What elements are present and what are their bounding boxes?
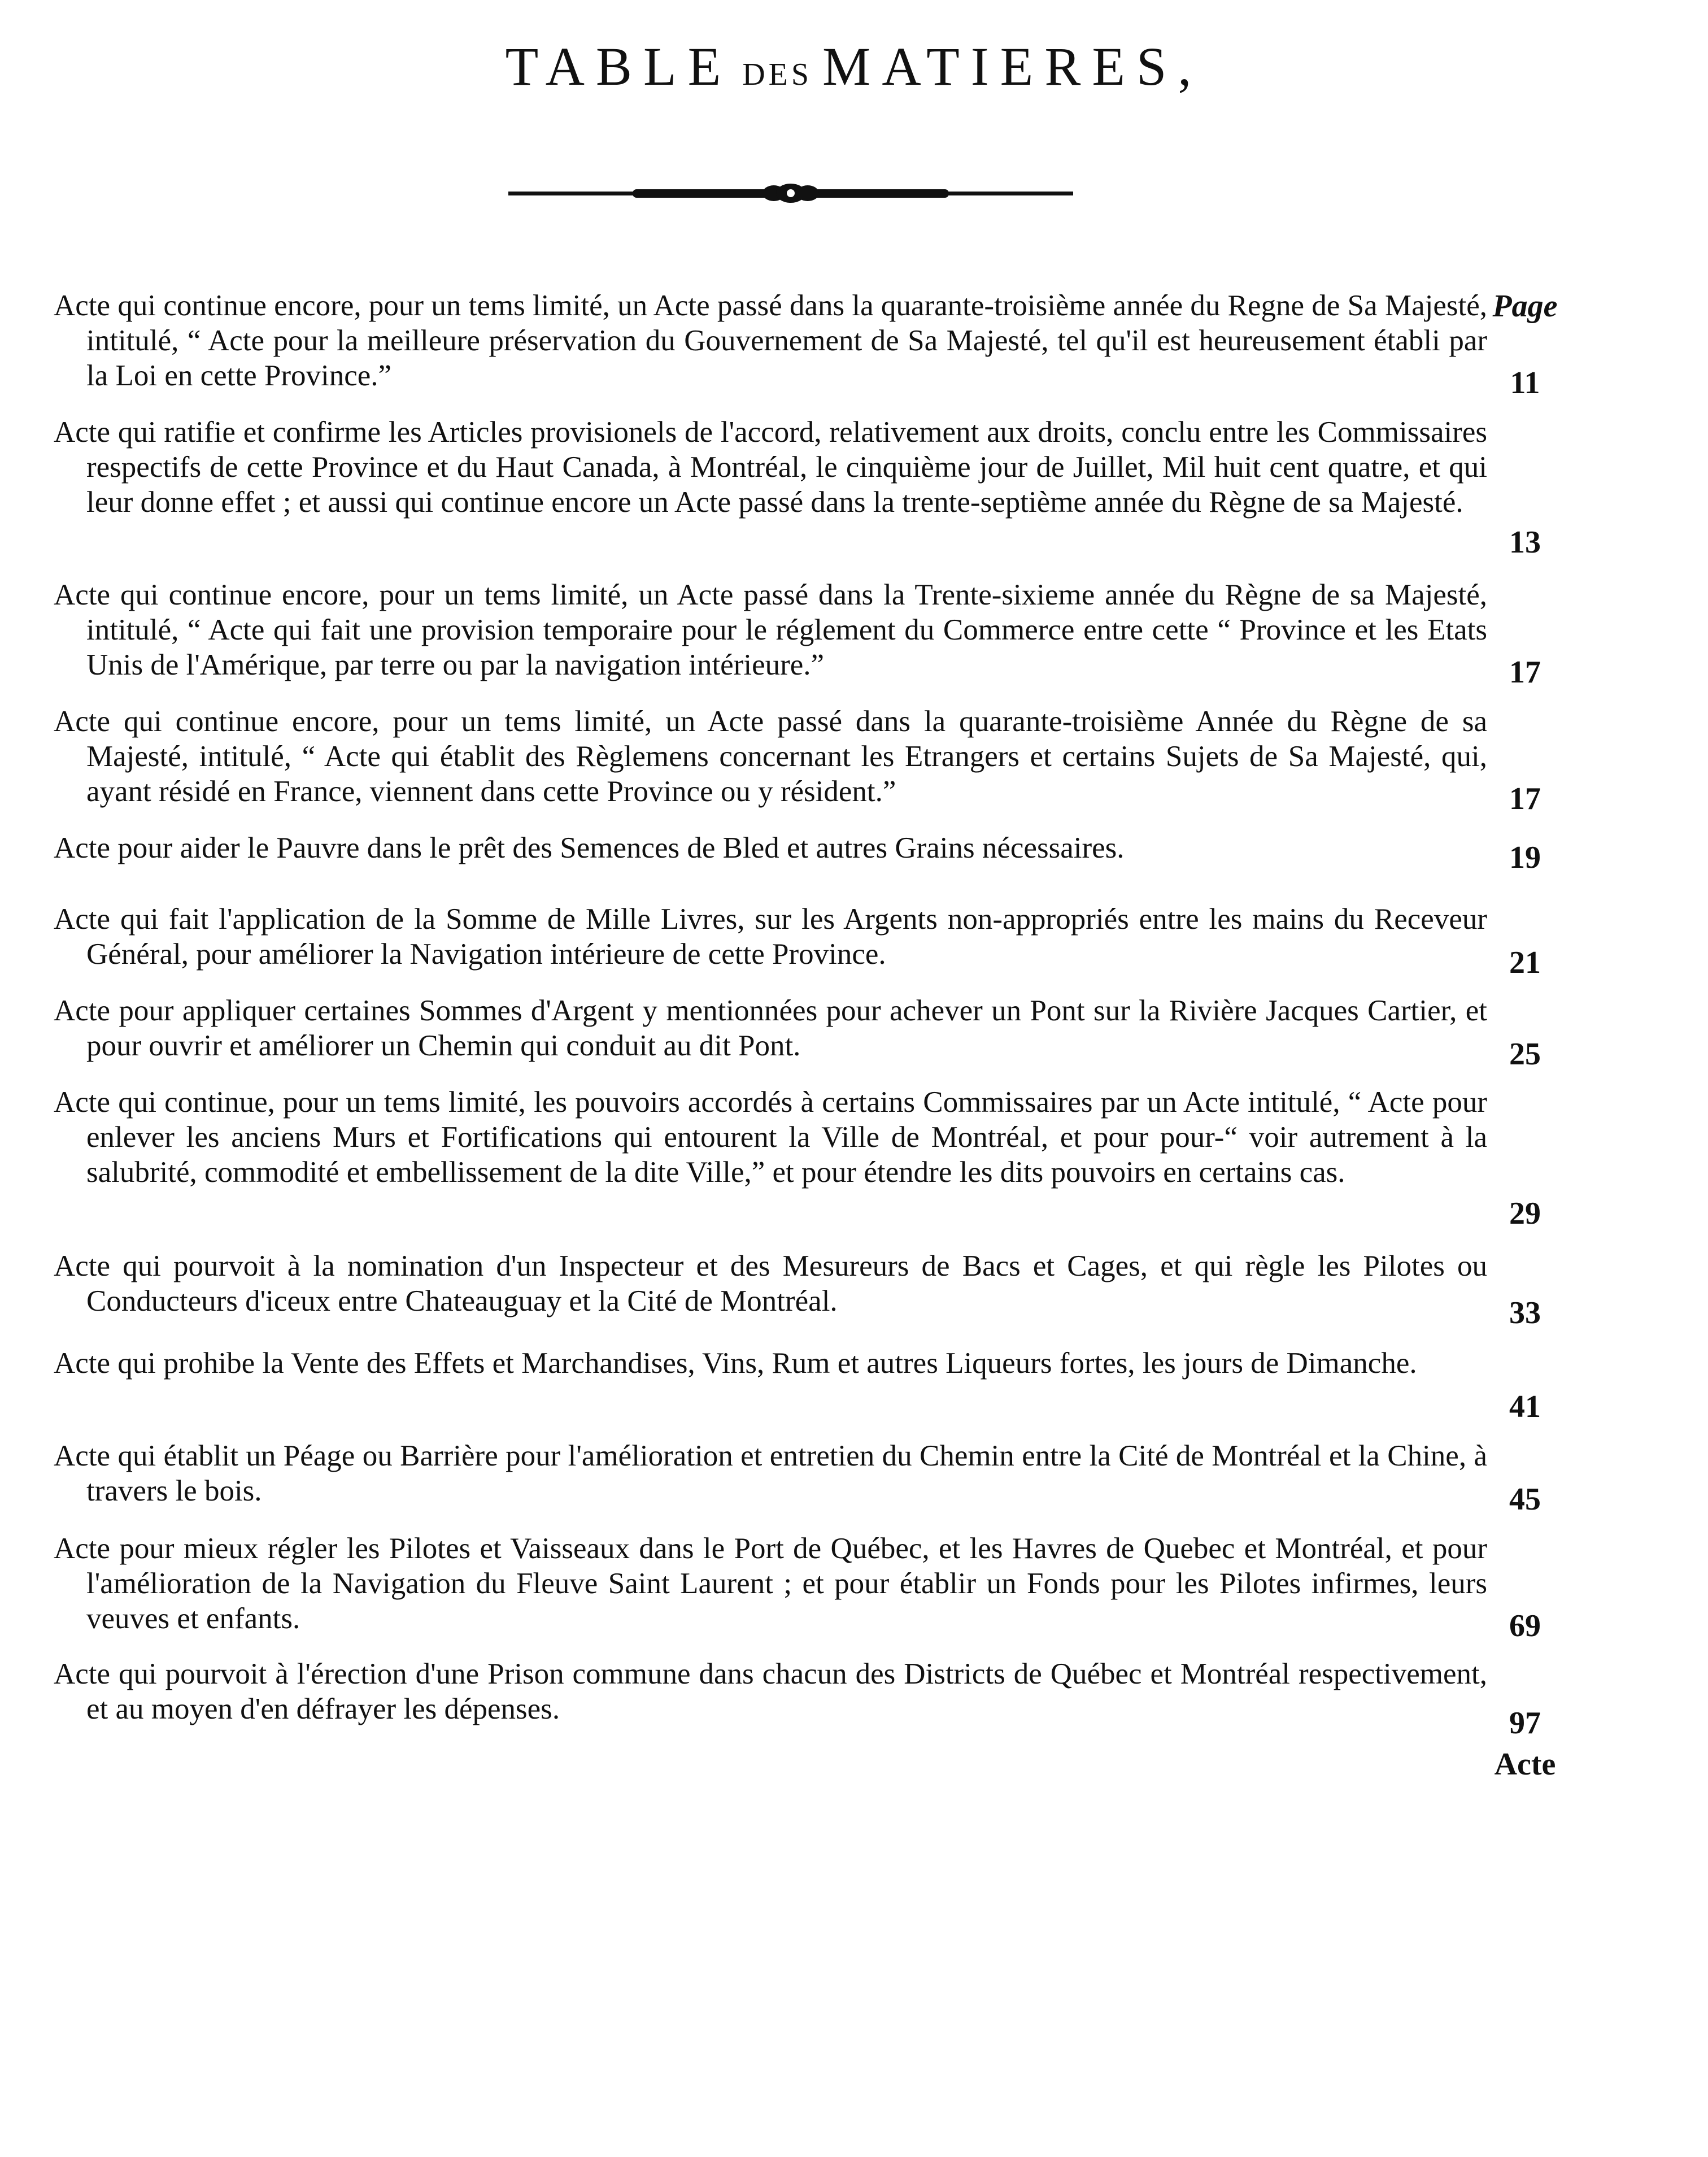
entry-text: Acte qui pourvoit à l'érection d'une Prison commune dans chacun des Districts de Québec et Montréal respectivement, et au moyen d'en défrayer les dépenses.	[54, 1658, 1487, 1725]
entry-page-number: 69	[1509, 1608, 1541, 1643]
entry-text: Acte qui établit un Péage ou Barrière pour l'amélioration et entretien du Chemin entre la Cité de Montréal et la Chine, à travers le bois.	[54, 1440, 1487, 1507]
entry-page-number: 41	[1509, 1389, 1541, 1424]
entry-page-number: 19	[1509, 840, 1541, 875]
title-word-des: DES	[742, 57, 813, 92]
title-word-matieres: MATIERES,	[822, 36, 1203, 97]
page-column-label: Page	[1492, 289, 1558, 324]
entry-page-number: 11	[1510, 366, 1540, 401]
entry-text: Acte qui continue encore, pour un tems limité, un Acte passé dans la Trente-sixieme année du Règne de sa Majesté, intitulé, “ Acte qui fait une provision temporaire pour le réglement du Commerce entre cette “ Province et les Etats Unis de l'Amérique, par terre ou par la navigation intérieure.”	[54, 579, 1487, 681]
ornamental-rule	[508, 180, 1073, 208]
entry-text: Acte pour appliquer certaines Sommes d'Argent y mentionnées pour achever un Pont sur la Rivière Jacques Cartier, et pour ouvrir et améliorer un Chemin qui conduit au dit Pont.	[54, 994, 1487, 1062]
page-title	[0, 36, 1708, 97]
entry-page-number: 45	[1509, 1482, 1541, 1517]
entry-page-number: 29	[1509, 1196, 1541, 1231]
entry-text: Acte pour mieux régler les Pilotes et Vaisseaux dans le Port de Québec, et les Havres de Quebec et Montréal, et pour l'amélioration de la Navigation du Fleuve Saint Laurent ; et pour établir un Fonds pour les Pilotes infirmes, leurs veuves et enfants.	[54, 1532, 1487, 1635]
entry-page-number: 17	[1509, 781, 1541, 816]
entry-page-number: 97	[1509, 1706, 1541, 1741]
entry-text: Acte pour aider le Pauvre dans le prêt des Semences de Bled et autres Grains nécessaires.	[54, 832, 1125, 864]
entry-page-number: 33	[1509, 1295, 1541, 1330]
entry-page-number: 25	[1509, 1037, 1541, 1072]
title-word-table: TABLE	[505, 36, 733, 97]
entry-text: Acte qui continue, pour un tems limité, les pouvoirs accordés à certains Commissaires par un Acte intitulé, “ Acte pour enlever les anciens Murs et Fortifications qui entourent la Ville de Montréal, et pour pour-“ voir autrement à la salubrité, commodité et embellissement de la dite Ville,” et pour étendre les dits pouvoirs en certains cas.	[54, 1086, 1487, 1189]
entry-page-number: 21	[1509, 945, 1541, 980]
entry-page-number: 13	[1509, 525, 1541, 560]
entry-text: Acte qui pourvoit à la nomination d'un Inspecteur et des Mesureurs de Bacs et Cages, et qui règle les Pilotes ou Conducteurs d'iceux entre Chateauguay et la Cité de Montréal.	[54, 1250, 1487, 1317]
entry-text: Acte qui fait l'application de la Somme de Mille Livres, sur les Argents non-appropriés entre les mains du Receveur Général, pour améliorer la Navigation intérieure de cette Province.	[54, 903, 1487, 971]
entry-text: Acte qui prohibe la Vente des Effets et Marchandises, Vins, Rum et autres Liqueurs fortes, les jours de Dimanche.	[54, 1347, 1417, 1380]
catchword: Acte	[1494, 1747, 1556, 1782]
entry-text: Acte qui ratifie et confirme les Articles provisionels de l'accord, relativement aux droits, conclu entre les Commissaires respectifs de cette Province et du Haut Canada, à Montréal, le cinquième jour de Juillet, Mil huit cent quatre, et qui leur donne effet ; et aussi qui continue encore un Acte passé dans la trente-septième année du Règne de sa Majesté.	[54, 416, 1487, 519]
entry-text: Acte qui continue encore, pour un tems limité, un Acte passé dans la quarante-troisième Année du Règne de sa Majesté, intitulé, “ Acte qui établit des Règlemens concernant les Etrangers et certains Sujets de Sa Majesté, qui, ayant résidé en France, viennent dans cette Province ou y résident.”	[54, 705, 1487, 808]
entry-page-number: 17	[1509, 655, 1541, 690]
entry-text: Acte qui continue encore, pour un tems limité, un Acte passé dans la quarante-troisième année du Regne de Sa Majesté, intitulé, “ Acte pour la meilleure préservation du Gouvernement de Sa Majesté, tel qu'il est heureusement établi par la Loi en cette Province.”	[54, 289, 1487, 392]
